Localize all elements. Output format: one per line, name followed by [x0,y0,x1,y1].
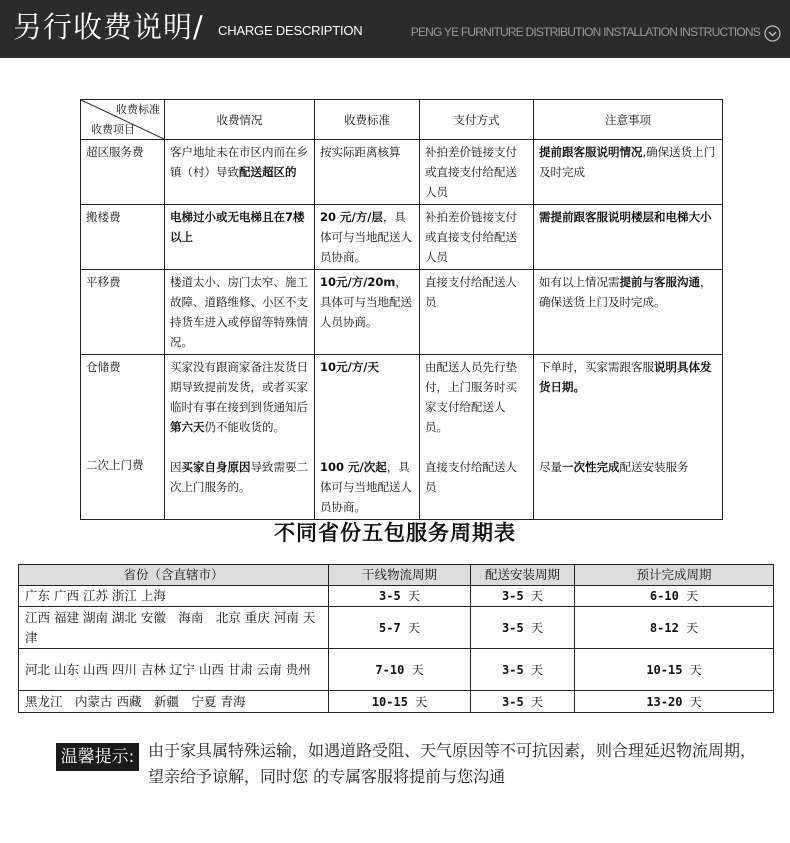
note-bold: 一次性完成 [562,459,620,474]
table-row [81,140,723,205]
note-bold: 需提前跟客服说明楼层和电梯大小 [539,210,712,224]
charge-standard [315,205,420,270]
situation-bold: 第六天 [170,420,205,434]
charge-item: 二次上门费 [81,455,165,520]
unit-label: 天 [689,694,702,709]
cycle-table [18,564,774,713]
note-bold: 提前与客服沟通 [619,275,700,289]
charge-note [534,205,723,270]
trunk-cycle-cell [329,691,471,713]
total-value: 8-12 [649,620,679,635]
unit-label: 天 [407,620,420,635]
charge-situation [165,140,315,205]
trunk-value: 10-15 [371,694,408,709]
table-row [19,586,774,607]
situation-text: 仍不能收货的。 [204,420,285,434]
charge-item: 超区服务费 [81,140,165,205]
column-header: 省份（含直辖市） [19,565,329,586]
note-text: 如有以上情况需 [539,275,620,289]
trunk-value: 3-5 [379,589,401,603]
charge-situation [165,455,315,520]
delivery-cycle-cell [471,649,575,691]
charge-item: 搬楼费 [81,205,165,270]
total-cycle-cell [575,586,774,607]
note-text: 尽量 [539,459,562,474]
charge-situation: 楼道太小、房门太窄、施工故障、道路维修、小区不支持货车进入或停留等特殊情况。 [165,270,315,355]
province-cell: 黑龙江 内蒙古 西藏 新疆 宁夏 青海 [19,691,329,713]
cycle-table-header [19,565,774,586]
unit-label: 天 [686,620,699,635]
column-header: 注意事项 [534,100,723,140]
situation-bold: 电梯过小或无电梯且在7楼以上 [170,210,305,244]
unit-label: 天 [415,694,428,709]
unit-label: 天 [530,589,543,603]
province-cell: 河北 山东 山西 四川 吉林 辽宁 山西 甘肃 云南 贵州 [19,649,329,691]
situation-text: 导致需要二次上门服务的。 [170,459,308,494]
column-header: 配送安装周期 [471,565,575,586]
note-text: ，确保送货上门及时完成。 [539,275,712,309]
charge-standard [315,455,420,520]
trunk-cycle-cell [329,649,471,691]
table-row [19,649,774,691]
standard-text: ，具体可与当地配送人员协商。 [320,459,412,514]
situation-bold: 买家自身原因 [181,459,251,474]
column-header: 收费标准 [315,100,420,140]
unit-label: 天 [530,662,543,677]
charge-note [534,355,723,455]
charge-situation [165,355,315,455]
corner-top-label: 收费标准 [116,103,160,116]
table-row [81,270,723,355]
situation-bold: 配送超区的 [239,165,297,179]
trunk-cycle-cell [329,586,471,607]
province-cell: 广东 广西 江苏 浙江 上海 [19,586,329,607]
column-header: 收费情况 [165,100,315,140]
delivery-cycle-cell [471,691,575,713]
unit-label: 天 [407,589,420,603]
charge-note [534,140,723,205]
delivery-value: 3-5 [502,694,524,709]
note-text: 配送安装服务 [619,459,689,474]
charge-note [534,455,723,520]
total-cycle-cell [575,649,774,691]
column-header: 预计完成周期 [575,565,774,586]
standard-text: ，具体可与当地配送人员协商。 [320,275,412,329]
charge-payment: 直接支付给配送人员 [420,455,534,520]
situation-text: 客户地址未在市区内而在乡镇（村）导致 [170,145,308,179]
trunk-cycle-cell [329,607,471,649]
charge-standard: 按实际距离核算 [315,140,420,205]
charge-note [534,270,723,355]
corner-cell [81,100,165,140]
charge-standard [315,270,420,355]
province-cell: 江西 福建 湖南 湖北 安徽 海南 北京 重庆 河南 天津 [19,607,329,649]
total-value: 6-10 [649,589,679,603]
standard-bold: 10元/方/天 [320,360,379,374]
total-value: 13-20 [646,694,683,709]
unit-label: 天 [689,662,702,677]
table-row [81,355,723,455]
unit-label: 天 [686,589,699,603]
standard-bold: 10元/方/20m [320,275,396,289]
delivery-value: 3-5 [502,589,524,603]
delivery-value: 3-5 [502,620,524,635]
charge-payment: 补拍差价链接支付或直接支付给配送人员 [420,140,534,205]
column-header: 支付方式 [420,100,534,140]
charge-standard [315,355,420,455]
note-bold: 提前跟客服说明情况 [539,145,643,159]
total-cycle-cell [575,607,774,649]
charge-payment: 直接支付给配送人员 [420,270,534,355]
charge-table-header [81,100,723,140]
chevron-down-circle-icon[interactable] [764,25,781,42]
note-text: ,确保送货上门及时完成 [539,145,716,179]
table-row [81,205,723,270]
delivery-cycle-cell [471,607,575,649]
total-cycle-cell [575,691,774,713]
charge-payment: 由配送人员先行垫付，上门服务时买家支付给配送人员。 [420,355,534,455]
cycle-table-title: 不同省份五包服务周期表 [274,521,516,545]
charge-situation [165,205,315,270]
charge-item: 仓储费 [81,355,165,455]
corner-bottom-label: 收费项目 [91,123,135,136]
unit-label: 天 [411,662,424,677]
table-row [19,607,774,649]
unit-label: 天 [530,694,543,709]
standard-bold: 100 元/次起 [320,459,387,474]
note-text: 下单时，买家需跟客服 [539,360,654,374]
header-title: 另行收费说明/ [13,10,204,44]
situation-text: 因 [170,459,182,474]
charge-table [80,99,723,520]
unit-label: 天 [530,620,543,635]
header-right-text: PENG YE FURNITURE DISTRIBUTION INSTALLATION INSTRUCTIONS [410,25,760,39]
trunk-value: 7-10 [375,662,405,677]
situation-text: 买家没有跟商家备注发货日期导致提前发货，或者买家临时有事在接到到货通知后 [170,360,308,414]
total-value: 10-15 [646,662,683,677]
header-bar [0,0,790,58]
note-bold: 说明具体发货日期。 [539,360,712,394]
standard-text: ，具体可与当地配送人员协商。 [320,210,412,264]
charge-item: 平移费 [81,270,165,355]
table-row [19,691,774,713]
tip-label: 温馨提示: [56,743,139,771]
header-subtitle: CHARGE DESCRIPTION [218,23,363,38]
tip-text: 由于家具属特殊运输，如遇道路受阻、天气原因等不可抗因素，则合理延迟物流周期，望亲给予谅解，同时您 的专属客服将提前与您沟通 [148,741,757,786]
trunk-value: 5-7 [379,620,401,635]
column-header: 干线物流周期 [329,565,471,586]
delivery-cycle-cell [471,586,575,607]
delivery-value: 3-5 [502,662,524,677]
table-row [81,455,723,520]
standard-bold: 20 元/方/层 [320,210,383,224]
charge-payment: 补拍差价链接支付或直接支付给配送人员 [420,205,534,270]
